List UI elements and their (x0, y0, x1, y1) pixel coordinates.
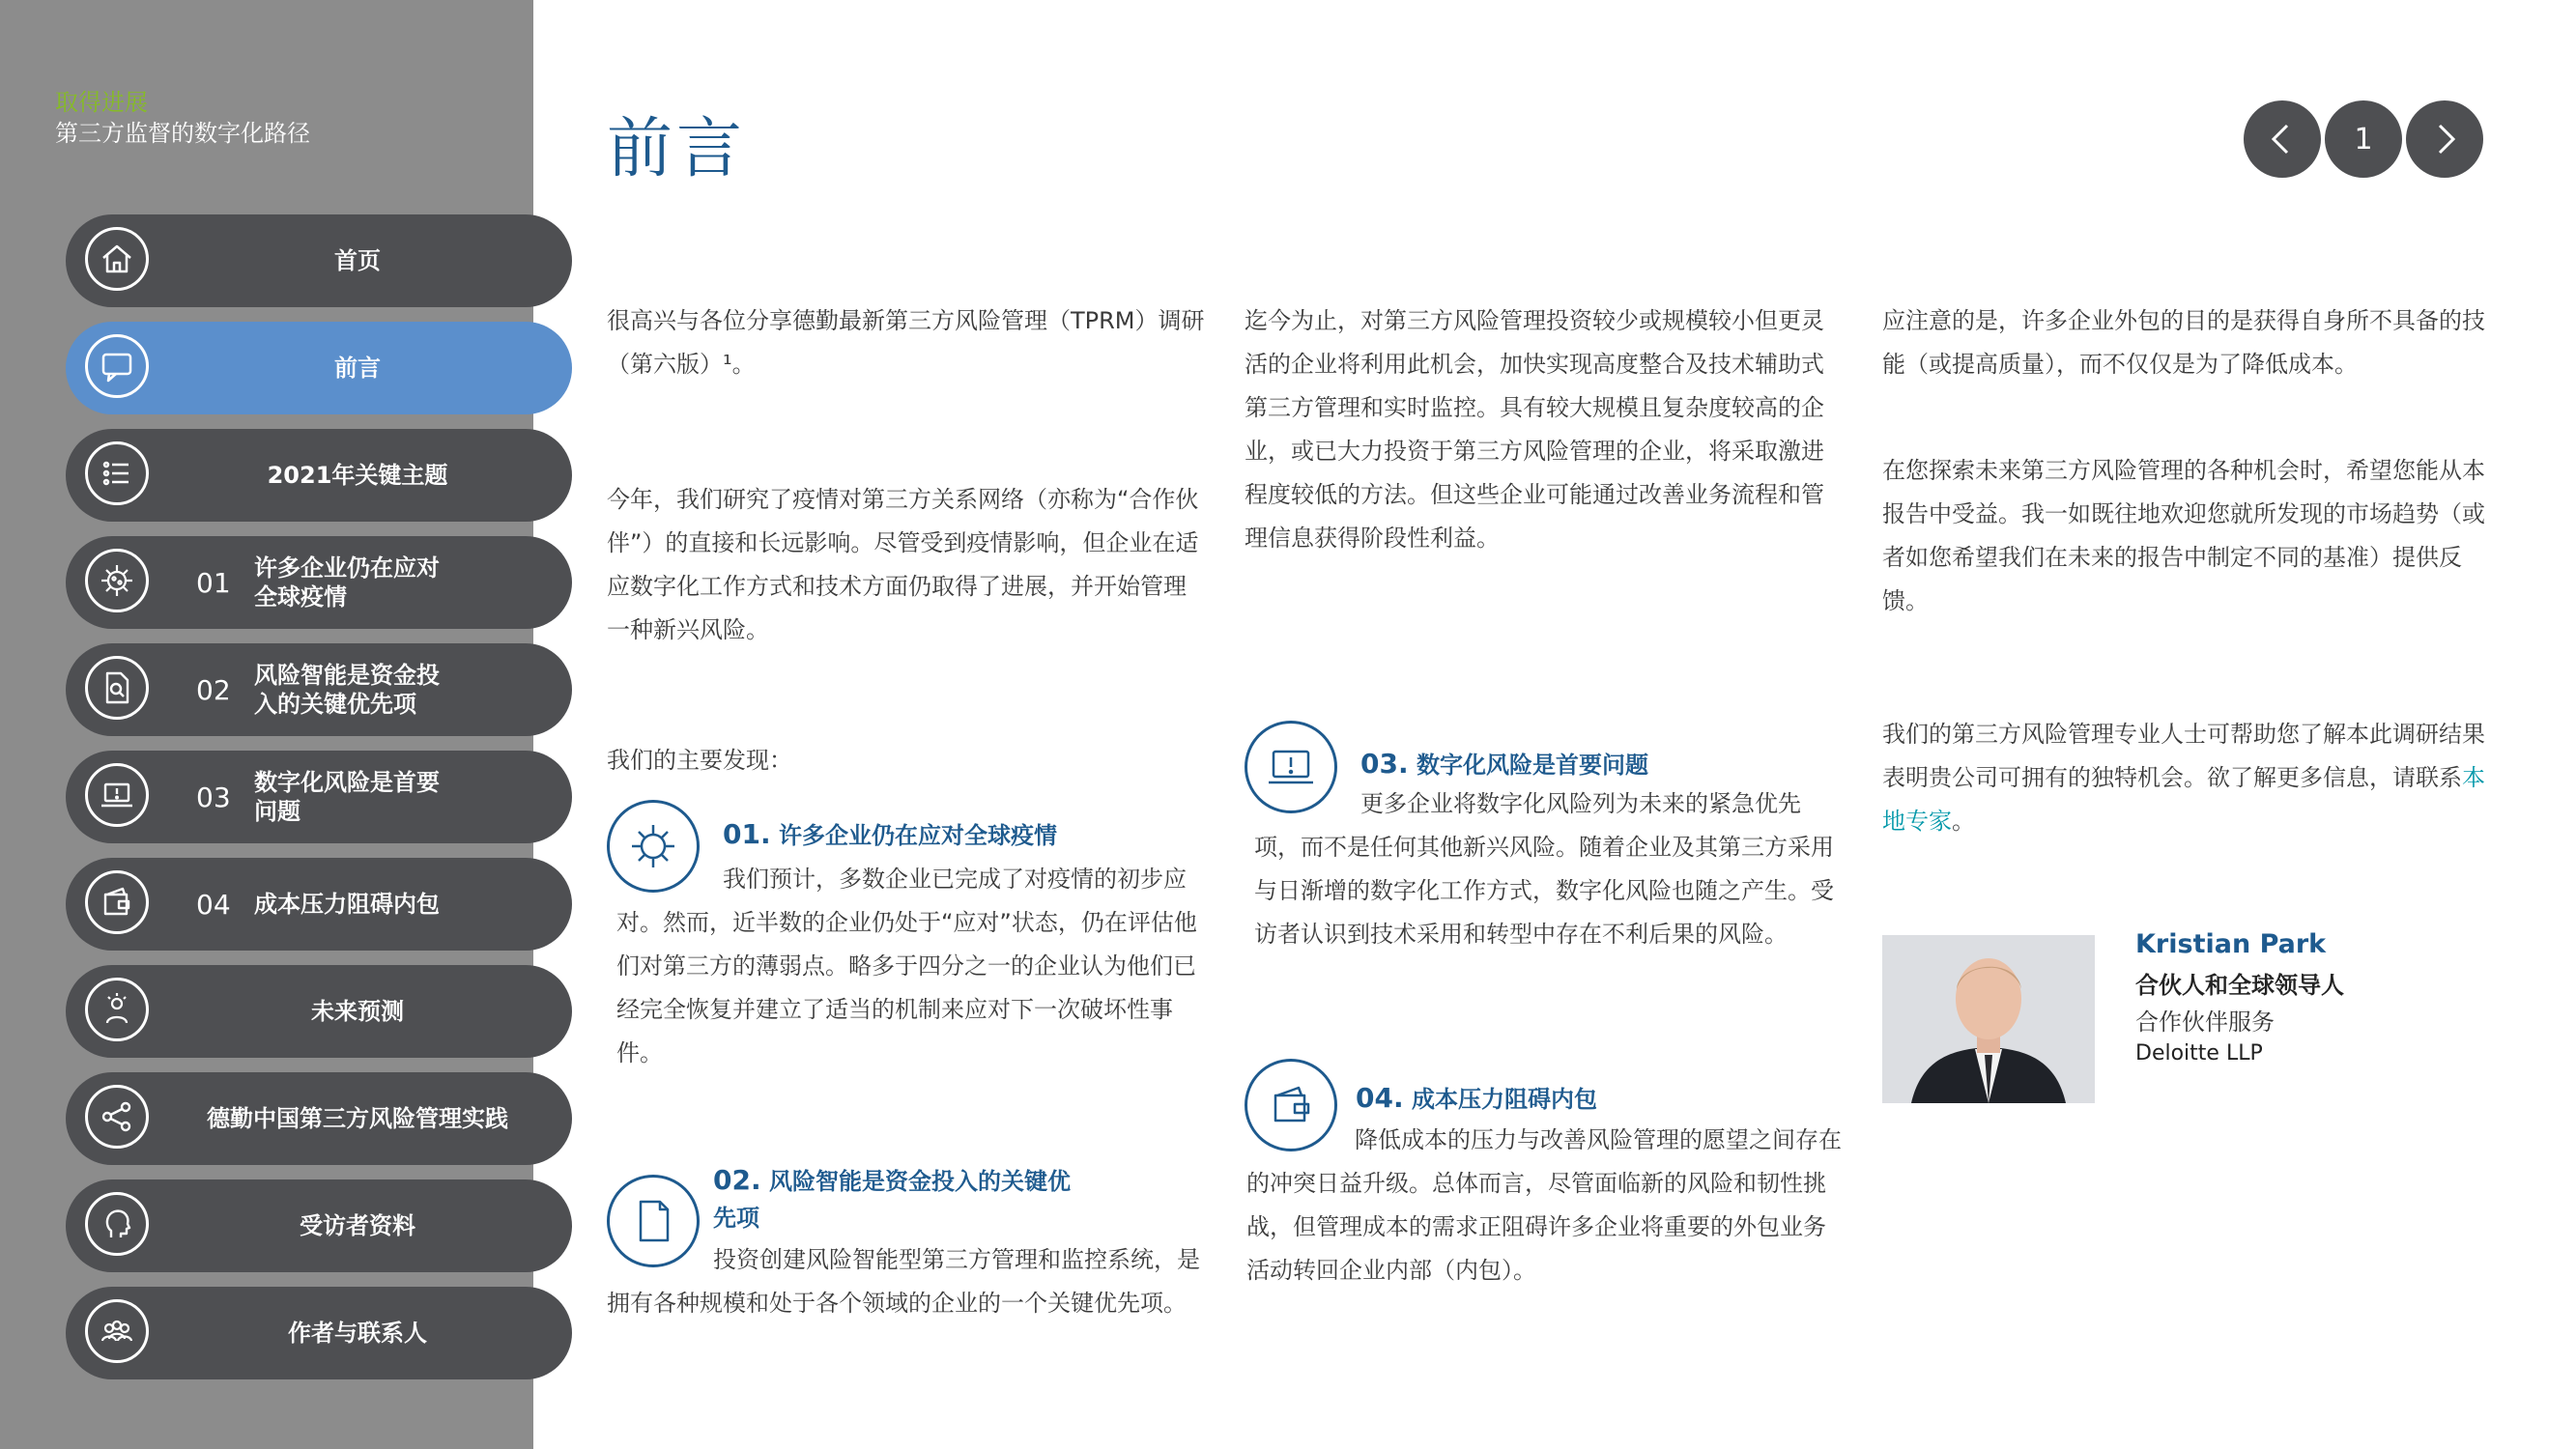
page-number: 1 (2325, 100, 2402, 178)
finding-title-text: 风险智能是资金投入的关键优先项 (713, 1168, 1071, 1232)
feedback-paragraph: 在您探索未来第三方风险管理的各种机会时，希望您能从本报告中受益。我一如既往地欢迎您就所发现的市场趋势（或者如您希望我们在未来的报告中制定不同的基准）提供反馈。 (1882, 457, 2485, 614)
finding-01-body: 我们预计，多数企业已完成了对疫情的初步应对。然而，近半数的企业仍处于“应对”状态，仍在评估他们对第三方的薄弱点。略多于四分之一的企业认为他们已经完全恢复并建立了适当的机制来应对下一次破坏性事件。 (616, 866, 1197, 1066)
nav-label: 受访者资料 (300, 1212, 415, 1239)
share-icon (85, 1085, 149, 1149)
nav-item-authors-contacts[interactable] (66, 1287, 572, 1379)
nav-label: 数字化风险是首要 问题 (254, 769, 440, 825)
people-icon (85, 1299, 149, 1363)
finding-02-body: 投资创建风险智能型第三方管理和监控系统，是拥有各种规模和处于各个领域的企业的一个关键优先项。 (607, 1246, 1200, 1317)
prev-page-button[interactable] (2244, 100, 2321, 178)
nav-item-foreword[interactable] (66, 322, 572, 414)
document-search-icon (85, 656, 149, 720)
investment-paragraph: 迄今为止，对第三方风险管理投资较少或规模较小但更灵活的企业将利用此机会，加快实现高度整合及技术辅助式第三方管理和实时监控。具有较大规模且复杂度较高的企业，或已大力投资于第三方风险管理的企业，将采取激进程度较低的方法。但这些企业可能通过改善业务流程和管理信息获得阶段性利益。 (1245, 307, 1824, 552)
brand (55, 87, 310, 149)
laptop-alert-icon (85, 763, 149, 827)
chevron-right-icon (2423, 118, 2466, 160)
nav-label: 许多企业仍在应对 全球疫情 (254, 554, 440, 611)
avatar (1882, 935, 2095, 1103)
finding-03-title (1360, 746, 1648, 783)
nav-label: 作者与联系人 (288, 1320, 427, 1347)
finding-title-text: 成本压力阻碍内包 (1411, 1086, 1597, 1113)
next-page-button[interactable] (2406, 100, 2483, 178)
person-name: Kristian Park (2135, 929, 2327, 959)
nav-item-03[interactable] (66, 751, 572, 843)
nav-item-04[interactable] (66, 858, 572, 951)
finding-04-body: 降低成本的压力与改善风险管理的愿望之间存在的冲突日益升级。总体而言，尽管面临新的风险和韧性挑战，但管理成本的需求正阻碍许多企业将重要的外包业务活动转回企业内部（内包）。 (1246, 1126, 1842, 1284)
finding-03-body: 更多企业将数字化风险列为未来的紧急优先项，而不是任何其他新兴风险。随着企业及其第三方采用与日渐增的数字化工作方式，数字化风险也随之产生。受访者认识到技术采用和转型中存在不利后果的风险。 (1254, 790, 1834, 948)
idea-person-icon (85, 978, 149, 1041)
finding-number: 03. (1360, 748, 1409, 780)
page-title: 前言 (607, 111, 747, 187)
finding-title-text: 许多企业仍在应对全球疫情 (778, 822, 1057, 849)
person-organization: Deloitte LLP (2135, 1041, 2263, 1065)
nav-number: 02 (196, 673, 231, 706)
findings-intro: 我们的主要发现： (607, 747, 792, 774)
nav-item-deloitte-china-practice[interactable] (66, 1072, 572, 1165)
research-paragraph: 今年，我们研究了疫情对第三方关系网络（亦称为“合作伙伴”）的直接和长远影响。尽管受到疫情影响，但企业在适应数字化工作方式和技术方面仍取得了进展，并开始管理一种新兴风险。 (607, 486, 1199, 643)
nav-item-01[interactable] (66, 536, 572, 629)
finding-number: 01. (723, 818, 771, 850)
wallet-icon (85, 870, 149, 934)
person-department: 合作伙伴服务 (2135, 1009, 2275, 1036)
sidebar (0, 0, 533, 1449)
person-role: 合伙人和全球领导人 (2135, 972, 2344, 999)
finding-title-text: 数字化风险是首要问题 (1416, 752, 1648, 779)
chat-icon (85, 334, 149, 398)
nav-item-future-outlook[interactable] (66, 965, 572, 1058)
local-expert-link[interactable]: 本地专家 (1882, 764, 2485, 835)
nav-label: 前言 (334, 355, 381, 382)
nav-label: 未来预测 (311, 998, 404, 1025)
nav-number: 01 (196, 566, 231, 599)
finding-number: 02. (713, 1164, 761, 1196)
nav-item-respondents[interactable] (66, 1179, 572, 1272)
virus-icon (85, 549, 149, 612)
finding-number: 04. (1356, 1082, 1404, 1114)
nav-number: 03 (196, 781, 231, 813)
nav-label: 2021年关键主题 (267, 462, 448, 489)
brand-tag: 取得进展 (55, 89, 148, 116)
nav-label: 风险智能是资金投 入的关键优先项 (254, 662, 440, 718)
nav-number: 04 (196, 888, 231, 921)
contact-paragraph (1882, 713, 2501, 843)
nav-item-home[interactable] (66, 214, 572, 307)
contact-text-end: 。 (1952, 808, 1975, 835)
finding-04-title (1356, 1080, 1597, 1118)
nav-menu (66, 214, 572, 1394)
list-icon (85, 441, 149, 505)
contact-text: 我们的第三方风险管理专业人士可帮助您了解本此调研结果表明贵公司可拥有的独特机会。欲了解更多信息，请联系 (1882, 721, 2485, 791)
pager (2244, 100, 2483, 178)
brand-subtitle: 第三方监督的数字化路径 (55, 120, 310, 147)
intro-paragraph: 很高兴与各位分享德勤最新第三方风险管理（TPRM）调研（第六版）¹。 (607, 307, 1205, 378)
nav-label: 德勤中国第三方风险管理实践 (207, 1105, 508, 1132)
nav-item-key-themes[interactable] (66, 429, 572, 522)
nav-label: 成本压力阻碍内包 (254, 891, 440, 918)
nav-item-02[interactable] (66, 643, 572, 736)
chevron-left-icon (2261, 118, 2304, 160)
finding-02-title (713, 1162, 1080, 1236)
outsourcing-paragraph: 应注意的是，许多企业外包的目的是获得自身所不具备的技能（或提高质量），而不仅仅是为了降低成本。 (1882, 307, 2485, 378)
finding-01-title (723, 816, 1057, 854)
home-icon (85, 227, 149, 291)
nav-label: 首页 (334, 247, 381, 274)
head-icon (85, 1192, 149, 1256)
